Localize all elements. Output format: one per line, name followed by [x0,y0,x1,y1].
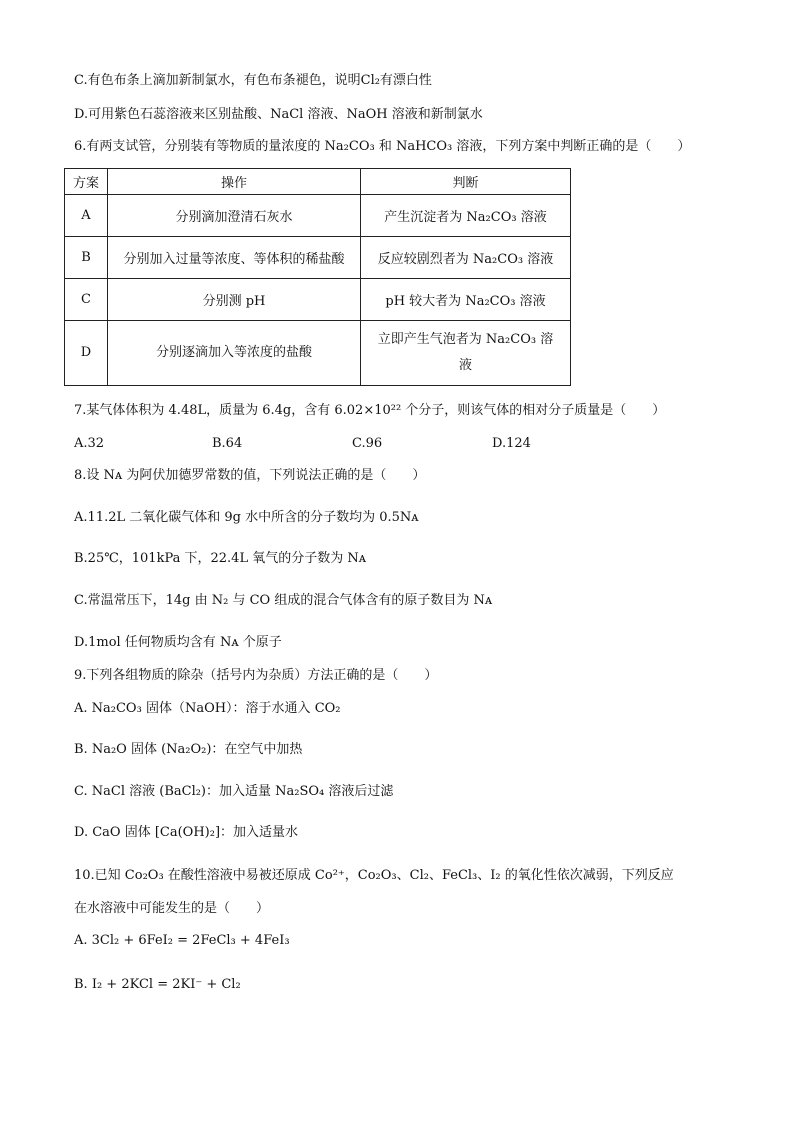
row-operation: 分别加入过量等浓度、等体积的稀盐酸 [108,237,361,279]
header-plan: 方案 [65,169,108,195]
judgement-line-2: 液 [458,358,472,373]
header-operation: 操作 [108,169,361,195]
q8-option-d: D.1mol 任何物质均含有 Nᴀ 个原子 [74,635,282,650]
q10-stem-line-1: 10.已知 Co₂O₃ 在酸性溶液中易被还原成 Co²⁺，Co₂O₃、Cl₂、FeCl₃、I₂ 的氧化性依次减弱，下列反应 [74,868,674,883]
q7-option-a: A.32 [74,436,105,451]
row-plan: C [65,279,108,321]
row-operation: 分别滴加澄清石灰水 [108,195,361,237]
row-plan: B [65,237,108,279]
q9-option-b: B. Na₂O 固体 (Na₂O₂)：在空气中加热 [74,742,303,757]
row-operation: 分别测 pH [108,279,361,321]
q8-stem: 8.设 Nᴀ 为阿伏加德罗常数的值，下列说法正确的是（ ） [74,468,426,483]
row-judgement: 反应较剧烈者为 Na₂CO₃ 溶液 [361,237,571,279]
q5-option-d: D.可用紫色石蕊溶液来区别盐酸、NaCl 溶液、NaOH 溶液和新制氯水 [74,107,483,122]
q10-option-a: A. 3Cl₂ + 6FeI₂ = 2FeCl₃ + 4FeI₃ [74,933,290,948]
q8-option-a: A.11.2L 二氧化碳气体和 9g 水中所含的分子数均为 0.5Nᴀ [74,510,419,525]
table-row [65,279,571,321]
table-header-row [65,169,571,195]
q10-stem-line-2: 在水溶液中可能发生的是（ ） [74,901,270,916]
q7-option-c: C.96 [352,436,383,451]
q8-option-b: B.25℃，101kPa 下，22.4L 氧气的分子数为 Nᴀ [74,551,367,566]
row-plan: A [65,195,108,237]
q5-option-c: C.有色布条上滴加新制氯水，有色布条褪色，说明Cl₂有漂白性 [74,73,432,88]
q9-option-c: C. NaCl 溶液 (BaCl₂)：加入适量 Na₂SO₄ 溶液后过滤 [74,784,394,799]
table-row [65,237,571,279]
header-judgement: 判断 [361,169,571,195]
row-judgement: 产生沉淀者为 Na₂CO₃ 溶液 [361,195,571,237]
q6-stem: 6.有两支试管，分别装有等物质的量浓度的 Na₂CO₃ 和 NaHCO₃ 溶液，下列方案中判断正确的是（ ） [74,139,691,154]
table-row [65,195,571,237]
q6-table [64,168,571,386]
row-operation: 分别逐滴加入等浓度的盐酸 [108,321,361,386]
row-judgement: pH 较大者为 Na₂CO₃ 溶液 [361,279,571,321]
table-row [65,321,571,386]
q9-option-a: A. Na₂CO₃ 固体（NaOH）：溶于水通入 CO₂ [74,701,341,716]
q8-option-c: C.常温常压下，14g 由 N₂ 与 CO 组成的混合气体含有的原子数目为 Nᴀ [74,593,493,608]
q7-stem: 7.某气体体积为 4.48L，质量为 6.4g，含有 6.02×10²² 个分子，则该气体的相对分子质量是（ ） [74,403,666,418]
q7-option-d: D.124 [492,436,531,451]
q9-stem: 9.下列各组物质的除杂（括号内为杂质）方法正确的是（ ） [74,668,438,683]
q7-option-b: B.64 [212,436,243,451]
q10-option-b: B. I₂ + 2KCl = 2KI⁻ + Cl₂ [74,977,241,992]
row-judgement [361,321,571,386]
row-plan: D [65,321,108,386]
q9-option-d: D. CaO 固体 [Ca(OH)₂]：加入适量水 [74,825,299,840]
judgement-line-1: 立即产生气泡者为 Na₂CO₃ 溶 [377,332,554,347]
